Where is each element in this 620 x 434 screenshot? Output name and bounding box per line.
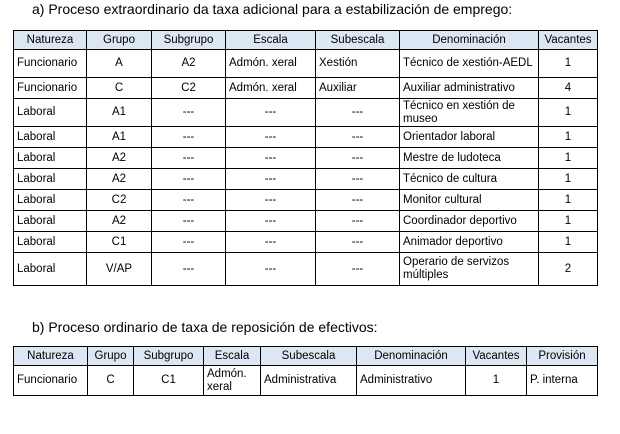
cell-subgrupo: C1 [134,366,204,396]
cell-denominacion: Administrativo [357,366,466,396]
cell-natureza: Laboral [14,190,87,211]
cell-subgrupo: --- [152,148,226,169]
cell-natureza: Laboral [14,253,87,286]
column-header-natureza: Natureza [14,31,87,50]
column-header-escala: Escala [204,347,261,366]
cell-subgrupo: --- [152,127,226,148]
cell-subescala: --- [316,99,400,127]
replacement-vacancies-table [13,346,598,396]
cell-grupo: C [87,78,152,99]
cell-escala: --- [226,148,316,169]
cell-denominacion: Auxiliar administrativo [400,78,539,99]
cell-grupo: A1 [87,99,152,127]
cell-subgrupo: A2 [152,50,226,78]
column-header-grupo: Grupo [88,347,134,366]
cell-escala: --- [226,190,316,211]
cell-subescala: --- [316,232,400,253]
cell-denominacion: Operario de servizos múltiples [400,253,539,286]
cell-natureza: Laboral [14,127,87,148]
cell-subescala: Administrativa [261,366,357,396]
cell-grupo: V/AP [87,253,152,286]
cell-subescala: --- [316,127,400,148]
table-row [14,78,598,99]
cell-denominacion: Técnico de xestión-AEDL [400,50,539,78]
cell-natureza: Funcionario [14,50,87,78]
column-header-subgrupo: Subgrupo [134,347,204,366]
table-row [14,148,598,169]
cell-subescala: --- [316,253,400,286]
cell-subgrupo: C2 [152,78,226,99]
table-row [14,99,598,127]
cell-escala: --- [226,99,316,127]
column-header-vacantes: Vacantes [466,347,527,366]
cell-grupo: C [88,366,134,396]
cell-vacantes: 1 [539,211,598,232]
cell-escala: --- [226,232,316,253]
cell-subgrupo: --- [152,232,226,253]
cell-vacantes: 1 [539,169,598,190]
table-row [14,169,598,190]
cell-natureza: Laboral [14,99,87,127]
cell-vacantes: 1 [539,232,598,253]
cell-subescala: --- [316,148,400,169]
cell-escala: --- [226,127,316,148]
cell-subgrupo: --- [152,253,226,286]
cell-vacantes: 2 [539,253,598,286]
section-b-heading: b) Proceso ordinario de taxa de reposición de efectivos: [32,319,378,335]
cell-denominacion: Técnico en xestión de museo [400,99,539,127]
cell-vacantes: 1 [539,127,598,148]
column-header-natureza: Natureza [14,347,88,366]
cell-escala: Admón. xeral [226,50,316,78]
table-row [14,190,598,211]
column-header-provision: Provisión [527,347,598,366]
section-a-heading: a) Proceso extraordinario da taxa adicional para a estabilización de emprego: [32,1,513,17]
cell-grupo: A [87,50,152,78]
cell-grupo: A2 [87,211,152,232]
cell-subescala: Xestión [316,50,400,78]
cell-denominacion: Mestre de ludoteca [400,148,539,169]
cell-denominacion: Técnico de cultura [400,169,539,190]
table-row [14,366,598,396]
cell-escala: Admón. xeral [204,366,261,396]
cell-natureza: Laboral [14,148,87,169]
column-header-subescala: Subescala [316,31,400,50]
column-header-subgrupo: Subgrupo [152,31,226,50]
cell-vacantes: 1 [539,190,598,211]
table-header-row [14,347,598,366]
table-row [14,253,598,286]
cell-subescala: Auxiliar [316,78,400,99]
cell-vacantes: 1 [539,99,598,127]
cell-subescala: --- [316,169,400,190]
cell-grupo: C2 [87,190,152,211]
cell-subgrupo: --- [152,169,226,190]
cell-natureza: Laboral [14,232,87,253]
cell-vacantes: 4 [539,78,598,99]
table-row [14,232,598,253]
column-header-escala: Escala [226,31,316,50]
cell-subgrupo: --- [152,190,226,211]
column-header-denominacion: Denominación [400,31,539,50]
cell-denominacion: Coordinador deportivo [400,211,539,232]
cell-escala: --- [226,169,316,190]
cell-natureza: Laboral [14,169,87,190]
stabilization-vacancies-table [13,30,598,286]
cell-provision: P. interna [527,366,598,396]
cell-vacantes: 1 [539,50,598,78]
cell-natureza: Funcionario [14,366,88,396]
cell-grupo: A2 [87,169,152,190]
cell-subgrupo: --- [152,211,226,232]
cell-escala: --- [226,211,316,232]
column-header-subescala: Subescala [261,347,357,366]
table-row [14,127,598,148]
cell-natureza: Laboral [14,211,87,232]
cell-subgrupo: --- [152,99,226,127]
cell-denominacion: Orientador laboral [400,127,539,148]
cell-vacantes: 1 [466,366,527,396]
cell-denominacion: Monitor cultural [400,190,539,211]
cell-subescala: --- [316,190,400,211]
cell-vacantes: 1 [539,148,598,169]
cell-grupo: A2 [87,148,152,169]
table-row [14,50,598,78]
column-header-vacantes: Vacantes [539,31,598,50]
cell-subescala: --- [316,211,400,232]
cell-denominacion: Animador deportivo [400,232,539,253]
cell-grupo: A1 [87,127,152,148]
column-header-denominacion: Denominación [357,347,466,366]
cell-natureza: Funcionario [14,78,87,99]
cell-grupo: C1 [87,232,152,253]
table-header-row [14,31,598,50]
table-row [14,211,598,232]
cell-escala: Admón. xeral [226,78,316,99]
cell-escala: --- [226,253,316,286]
column-header-grupo: Grupo [87,31,152,50]
